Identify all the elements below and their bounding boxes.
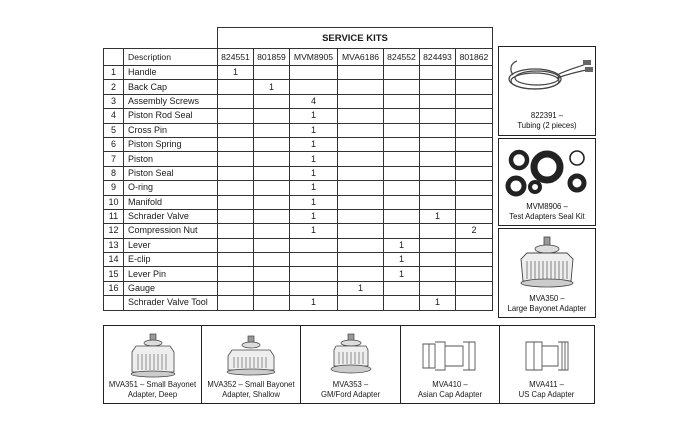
quantity-cell xyxy=(338,80,384,94)
quantity-cell xyxy=(338,195,384,209)
asian-cap-adapter-image xyxy=(415,332,485,380)
quantity-cell xyxy=(384,137,420,151)
part-description: Piston Rod Seal xyxy=(124,109,218,123)
quantity-cell xyxy=(456,281,493,295)
quantity-cell xyxy=(420,94,456,108)
row-number: 15 xyxy=(104,267,124,281)
quantity-cell xyxy=(420,224,456,238)
quantity-cell xyxy=(338,238,384,252)
table-row xyxy=(104,267,493,281)
quantity-cell xyxy=(338,253,384,267)
quantity-cell xyxy=(218,166,254,180)
quantity-cell xyxy=(384,181,420,195)
part-description: Manifold xyxy=(124,195,218,209)
quantity-cell xyxy=(384,281,420,295)
quantity-cell xyxy=(420,253,456,267)
table-row xyxy=(104,181,493,195)
quantity-cell xyxy=(384,296,420,310)
quantity-cell xyxy=(384,109,420,123)
quantity-cell xyxy=(254,66,290,80)
table-row xyxy=(104,80,493,94)
part-description: Back Cap xyxy=(124,80,218,94)
tubing-image xyxy=(499,51,595,107)
quantity-cell xyxy=(218,123,254,137)
table-row xyxy=(104,152,493,166)
part-description: Lever xyxy=(124,238,218,252)
row-number: 13 xyxy=(104,238,124,252)
table-row xyxy=(104,123,493,137)
quantity-cell xyxy=(420,166,456,180)
part-description: Schrader Valve Tool xyxy=(124,296,218,310)
small-bayonet-deep-image xyxy=(118,332,188,380)
description-header: Description xyxy=(124,49,218,66)
service-kits-table xyxy=(103,27,493,311)
adapter-cell-mva410 xyxy=(401,326,500,403)
quantity-cell xyxy=(338,109,384,123)
quantity-cell xyxy=(254,224,290,238)
tubing-label: Tubing (2 pieces) xyxy=(517,120,577,130)
row-number: 12 xyxy=(104,224,124,238)
quantity-cell xyxy=(218,137,254,151)
quantity-cell xyxy=(456,166,493,180)
quantity-cell: 1 xyxy=(290,296,338,310)
large-bayonet-panel xyxy=(498,228,596,318)
large-bayonet-adapter-image xyxy=(499,231,595,291)
quantity-cell xyxy=(456,123,493,137)
quantity-cell xyxy=(254,296,290,310)
quantity-cell xyxy=(338,123,384,137)
quantity-cell xyxy=(218,152,254,166)
quantity-cell xyxy=(420,80,456,94)
adapter-code: MVA351 – Small Bayonet xyxy=(108,379,197,389)
part-description: Assembly Screws xyxy=(124,94,218,108)
adapter-cell-mva353 xyxy=(301,326,401,403)
quantity-cell xyxy=(254,109,290,123)
adapter-code: MVA411 – xyxy=(529,379,564,389)
quantity-cell xyxy=(420,66,456,80)
quantity-cell xyxy=(254,253,290,267)
quantity-cell xyxy=(456,181,493,195)
row-number: 14 xyxy=(104,253,124,267)
quantity-cell xyxy=(254,195,290,209)
quantity-cell xyxy=(290,281,338,295)
quantity-cell xyxy=(338,66,384,80)
adapter-code: MVA353 – xyxy=(332,379,369,389)
quantity-cell xyxy=(384,166,420,180)
quantity-cell xyxy=(384,224,420,238)
quantity-cell xyxy=(456,253,493,267)
large-bayonet-code: MVA350 – xyxy=(529,293,565,303)
part-description: E-clip xyxy=(124,253,218,267)
part-description: Piston xyxy=(124,152,218,166)
table-corner-blank xyxy=(104,28,218,49)
quantity-cell xyxy=(290,80,338,94)
kit-code-header: 824551 xyxy=(218,49,254,66)
part-description: Schrader Valve xyxy=(124,209,218,223)
kit-code-header: 801862 xyxy=(456,49,493,66)
seal-kit-label: Test Adapters Seal Kit xyxy=(509,211,585,221)
quantity-cell xyxy=(420,123,456,137)
quantity-cell xyxy=(338,137,384,151)
quantity-cell: 1 xyxy=(290,195,338,209)
quantity-cell xyxy=(420,267,456,281)
row-number: 8 xyxy=(104,166,124,180)
table-row xyxy=(104,296,493,310)
quantity-cell xyxy=(456,267,493,281)
row-number: 10 xyxy=(104,195,124,209)
row-number: 1 xyxy=(104,66,124,80)
row-number: 5 xyxy=(104,123,124,137)
quantity-cell xyxy=(290,66,338,80)
quantity-cell xyxy=(420,137,456,151)
table-row xyxy=(104,166,493,180)
table-row xyxy=(104,281,493,295)
adapter-label: Adapter, Shallow xyxy=(222,389,280,399)
gm-ford-adapter-image xyxy=(316,332,386,380)
quantity-cell xyxy=(218,238,254,252)
part-description: Lever Pin xyxy=(124,267,218,281)
quantity-cell xyxy=(218,209,254,223)
row-number: 6 xyxy=(104,137,124,151)
adapter-cell-mva411 xyxy=(500,326,593,403)
quantity-cell xyxy=(338,267,384,281)
quantity-cell: 1 xyxy=(338,281,384,295)
quantity-cell xyxy=(254,123,290,137)
quantity-cell: 1 xyxy=(290,224,338,238)
quantity-cell xyxy=(218,80,254,94)
row-number: 2 xyxy=(104,80,124,94)
quantity-cell xyxy=(254,209,290,223)
row-number: 3 xyxy=(104,94,124,108)
small-bayonet-shallow-image xyxy=(216,332,286,380)
quantity-cell xyxy=(254,137,290,151)
quantity-cell: 1 xyxy=(420,209,456,223)
quantity-cell xyxy=(218,195,254,209)
quantity-cell xyxy=(456,80,493,94)
row-number: 4 xyxy=(104,109,124,123)
part-description: Handle xyxy=(124,66,218,80)
quantity-cell: 1 xyxy=(290,181,338,195)
part-description: Piston Spring xyxy=(124,137,218,151)
quantity-cell xyxy=(384,152,420,166)
quantity-cell: 1 xyxy=(290,209,338,223)
quantity-cell: 1 xyxy=(290,123,338,137)
row-number: 16 xyxy=(104,281,124,295)
table-row xyxy=(104,66,493,80)
quantity-cell xyxy=(338,181,384,195)
quantity-cell xyxy=(254,166,290,180)
adapter-code: MVA352 – Small Bayonet xyxy=(207,379,295,389)
quantity-cell xyxy=(338,209,384,223)
quantity-cell xyxy=(290,267,338,281)
quantity-cell xyxy=(384,209,420,223)
quantity-cell xyxy=(420,109,456,123)
part-description: Compression Nut xyxy=(124,224,218,238)
quantity-cell: 1 xyxy=(290,137,338,151)
table-row xyxy=(104,209,493,223)
quantity-cell xyxy=(420,181,456,195)
table-row xyxy=(104,224,493,238)
quantity-cell xyxy=(456,296,493,310)
quantity-cell xyxy=(456,137,493,151)
quantity-cell xyxy=(218,296,254,310)
quantity-cell xyxy=(254,94,290,108)
part-description: Piston Seal xyxy=(124,166,218,180)
part-description: Cross Pin xyxy=(124,123,218,137)
table-title: SERVICE KITS xyxy=(218,28,493,49)
table-row xyxy=(104,238,493,252)
quantity-cell xyxy=(290,253,338,267)
quantity-cell xyxy=(384,195,420,209)
seal-kit-panel xyxy=(498,138,596,226)
quantity-cell: 1 xyxy=(384,267,420,281)
quantity-cell xyxy=(456,66,493,80)
quantity-cell xyxy=(338,166,384,180)
table-row xyxy=(104,253,493,267)
quantity-cell xyxy=(456,152,493,166)
quantity-cell xyxy=(420,152,456,166)
table-row xyxy=(104,109,493,123)
part-description: Gauge xyxy=(124,281,218,295)
table-row xyxy=(104,195,493,209)
num-header xyxy=(104,49,124,66)
quantity-cell xyxy=(218,267,254,281)
quantity-cell xyxy=(338,296,384,310)
tubing-code: 822391 – xyxy=(530,110,564,120)
adapter-cell-mva352 xyxy=(202,326,301,403)
quantity-cell xyxy=(456,209,493,223)
kit-code-header: 801859 xyxy=(254,49,290,66)
row-number: 9 xyxy=(104,181,124,195)
quantity-cell xyxy=(254,238,290,252)
quantity-cell xyxy=(254,267,290,281)
quantity-cell xyxy=(338,94,384,108)
quantity-cell: 1 xyxy=(384,238,420,252)
kit-code-header: 824552 xyxy=(384,49,420,66)
adapter-label: Asian Cap Adapter xyxy=(417,389,483,399)
adapter-label: Adapter, Deep xyxy=(127,389,178,399)
quantity-cell xyxy=(338,224,384,238)
adapter-strip xyxy=(103,325,595,404)
quantity-cell: 2 xyxy=(456,224,493,238)
quantity-cell: 1 xyxy=(290,152,338,166)
adapter-label: GM/Ford Adapter xyxy=(320,389,381,399)
quantity-cell xyxy=(218,253,254,267)
quantity-cell xyxy=(456,238,493,252)
quantity-cell xyxy=(290,238,338,252)
quantity-cell xyxy=(456,109,493,123)
quantity-cell xyxy=(384,123,420,137)
seal-kit-code: MVM8906 – xyxy=(526,201,568,211)
adapter-label: US Cap Adapter xyxy=(518,389,575,399)
row-number: 11 xyxy=(104,209,124,223)
quantity-cell xyxy=(218,181,254,195)
quantity-cell xyxy=(254,281,290,295)
part-description: O-ring xyxy=(124,181,218,195)
table-header-row xyxy=(104,49,493,66)
row-number xyxy=(104,296,124,310)
adapter-cell-mva351 xyxy=(104,326,202,403)
tubing-panel xyxy=(498,46,596,136)
quantity-cell: 1 xyxy=(290,166,338,180)
kit-code-header: MVA6186 xyxy=(338,49,384,66)
us-cap-adapter-image xyxy=(512,332,582,380)
table-row xyxy=(104,94,493,108)
quantity-cell xyxy=(254,152,290,166)
quantity-cell xyxy=(218,281,254,295)
row-number: 7 xyxy=(104,152,124,166)
quantity-cell: 1 xyxy=(218,66,254,80)
kit-code-header: MVM8905 xyxy=(290,49,338,66)
kit-code-header: 824493 xyxy=(420,49,456,66)
quantity-cell xyxy=(338,152,384,166)
quantity-cell: 1 xyxy=(290,109,338,123)
seal-rings-image xyxy=(499,143,595,203)
quantity-cell xyxy=(456,195,493,209)
quantity-cell xyxy=(420,195,456,209)
table-row xyxy=(104,137,493,151)
quantity-cell xyxy=(218,94,254,108)
quantity-cell xyxy=(384,94,420,108)
quantity-cell xyxy=(456,94,493,108)
quantity-cell xyxy=(218,224,254,238)
quantity-cell: 1 xyxy=(384,253,420,267)
quantity-cell xyxy=(420,238,456,252)
quantity-cell xyxy=(384,80,420,94)
quantity-cell: 1 xyxy=(254,80,290,94)
quantity-cell xyxy=(218,109,254,123)
quantity-cell xyxy=(254,181,290,195)
adapter-code: MVA410 – xyxy=(432,379,468,389)
quantity-cell: 4 xyxy=(290,94,338,108)
quantity-cell xyxy=(384,66,420,80)
quantity-cell: 1 xyxy=(420,296,456,310)
large-bayonet-label: Large Bayonet Adapter xyxy=(507,303,587,313)
quantity-cell xyxy=(420,281,456,295)
